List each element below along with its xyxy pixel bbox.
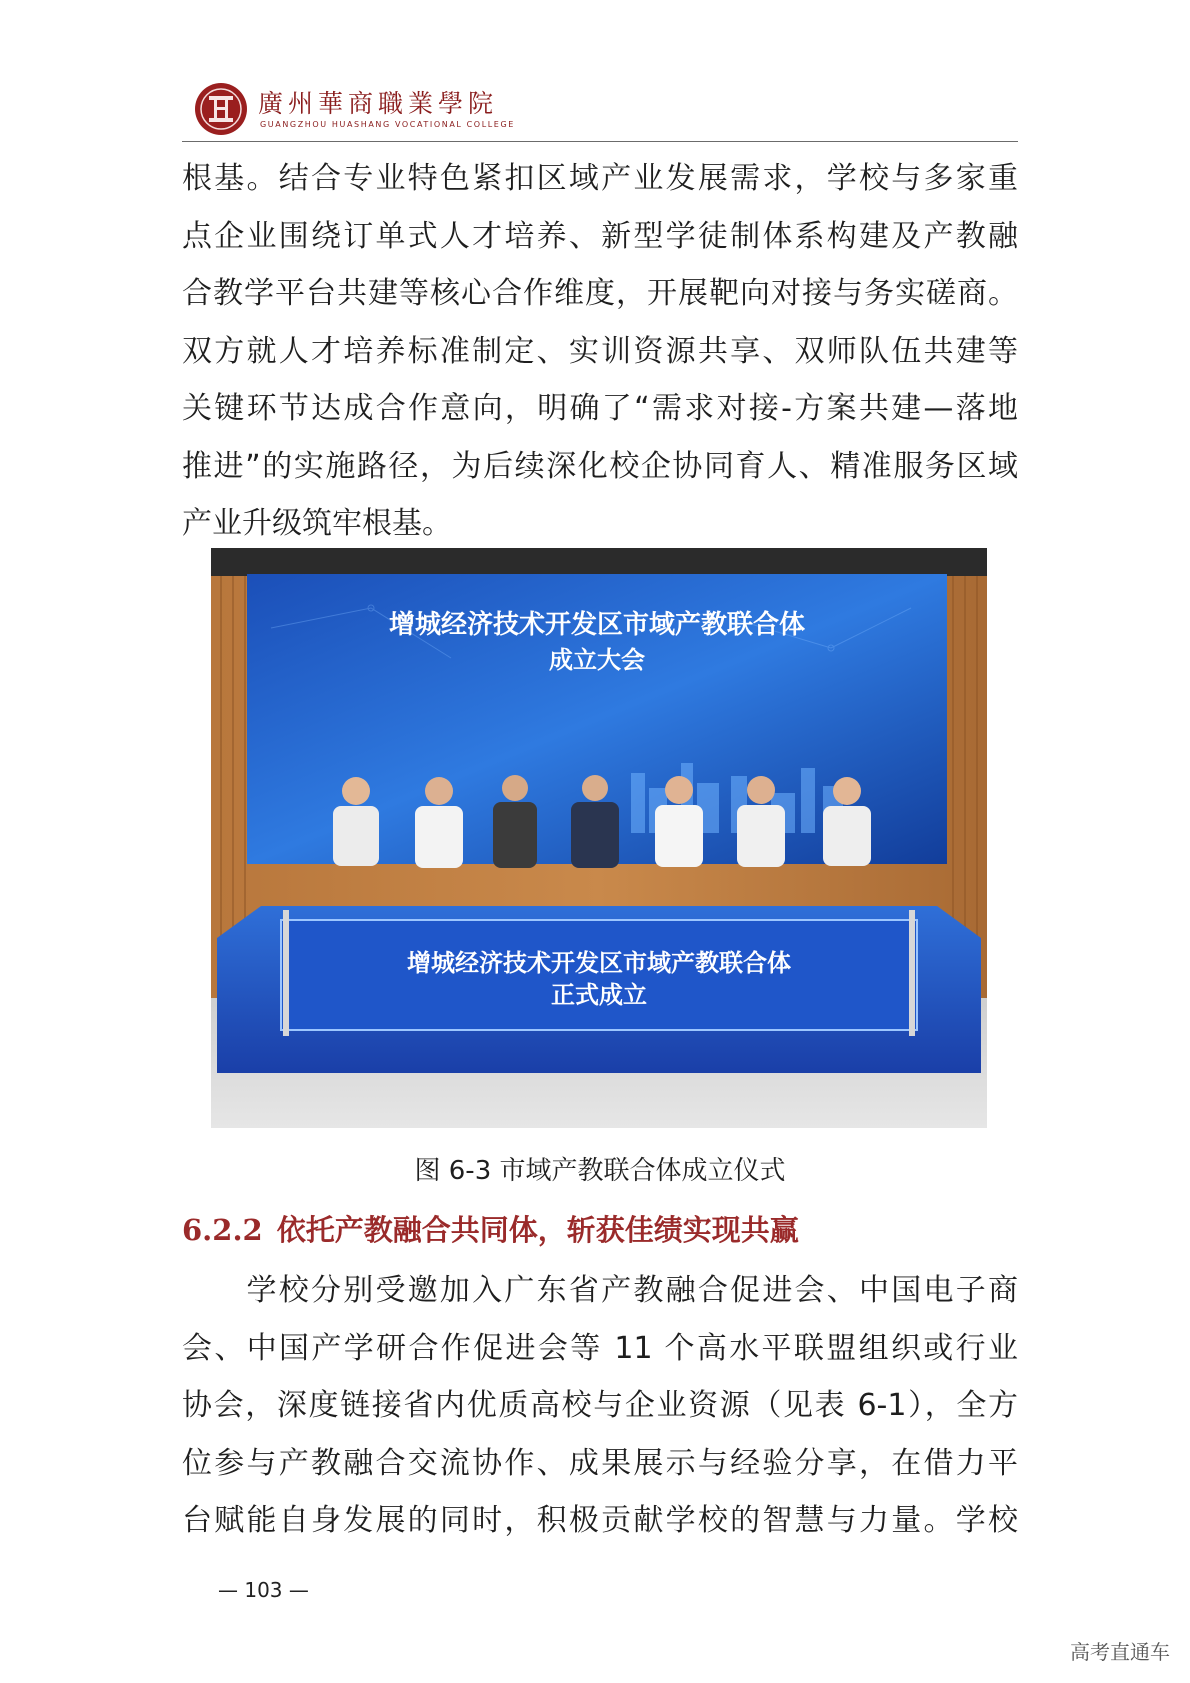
text-line: 位参与产教融合交流协作、成果展示与经验分享，在借力平 bbox=[182, 1445, 1018, 1481]
text-line: 关键环节达成合作意向，明确了“需求对接-方案共建—落地 bbox=[182, 391, 1018, 426]
text-line: 台赋能自身发展的同时，积极贡献学校的智慧与力量。学校 bbox=[182, 1503, 1018, 1538]
screen-title-line1: 增城经济技术开发区市域产教联合体 bbox=[388, 610, 806, 640]
text-line: 学校分别受邀加入广东省产教融合促进会、中国电子商 bbox=[182, 1273, 1018, 1308]
ceremony-photo bbox=[211, 548, 987, 1128]
text-line: 根基。结合专业特色紧扣区域产业发展需求，学校与多家重 bbox=[182, 161, 1018, 196]
podium-text-line1: 增城经济技术开发区市域产教联合体 bbox=[407, 949, 791, 977]
text-line: 合教学平台共建等核心合作维度，开展靶向对接与务实磋商。 bbox=[182, 276, 1018, 311]
section-heading bbox=[182, 1208, 799, 1249]
body-paragraph-2 bbox=[182, 1262, 1018, 1550]
text-line: 双方就人才培养标准制定、实训资源共享、双师队伍共建等 bbox=[182, 333, 1018, 369]
podium-text-line2: 正式成立 bbox=[551, 981, 647, 1009]
figure-caption: 图 6-3 市域产教联合体成立仪式 bbox=[414, 1156, 786, 1186]
college-name-en: GUANGZHOU HUASHANG VOCATIONAL COLLEGE bbox=[260, 120, 515, 129]
screen-title-line2: 成立大会 bbox=[549, 646, 645, 674]
page-header bbox=[182, 70, 1018, 142]
text-line: 点企业围绕订单式人才培养、新型学徒制体系构建及产教融 bbox=[182, 218, 1018, 254]
text-line: 会、中国产学研合作促进会等 11 个高水平联盟组织或行业 bbox=[182, 1330, 1018, 1366]
header-rule bbox=[182, 141, 1018, 143]
page-number: — 103 — bbox=[218, 1578, 309, 1602]
text-line: 推进”的实施路径，为后续深化校企协同育人、精准服务区域 bbox=[182, 448, 1018, 484]
body-paragraph-1 bbox=[182, 150, 1018, 553]
watermark: 高考直通车 bbox=[1070, 1640, 1170, 1664]
section-number: 6.2.2 bbox=[182, 1213, 263, 1247]
text-line: 协会，深度链接省内优质高校与企业资源（见表 6-1），全方 bbox=[182, 1388, 1018, 1423]
college-seal-icon bbox=[194, 82, 248, 136]
text-line: 产业升级筑牢根基。 bbox=[182, 506, 452, 541]
section-title: 依托产教融合共同体，斩获佳绩实现共赢 bbox=[276, 1213, 799, 1247]
college-name-cn: 廣州華商職業學院 bbox=[258, 89, 499, 118]
